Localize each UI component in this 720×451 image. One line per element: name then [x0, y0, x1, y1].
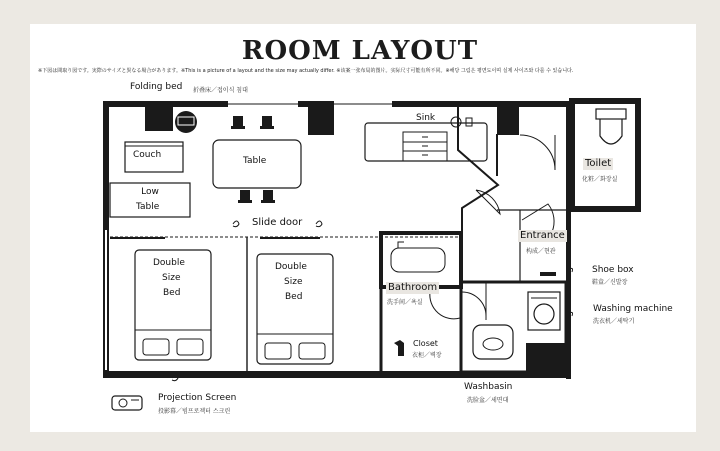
couch-label: Couch — [133, 150, 162, 160]
shirt-icon — [394, 340, 404, 356]
closet-label: Closet — [413, 339, 438, 348]
low-table-label-2: Table — [136, 202, 160, 212]
bed-left-line2: Size — [162, 273, 181, 283]
washing-machine-label: Washing machine — [593, 304, 673, 314]
sink-label: Sink — [416, 113, 436, 123]
corridor-wall — [458, 106, 498, 238]
closet-sub: 衣柜／벽장 — [412, 352, 442, 359]
exterior-walls — [103, 101, 572, 379]
table-label: Table — [243, 156, 267, 166]
shoe-icon — [540, 272, 556, 276]
toilet-room-walls — [572, 101, 638, 209]
low-table-label-1: Low — [141, 187, 159, 197]
pillar-center — [308, 101, 334, 135]
bed-left-line3: Bed — [163, 288, 181, 298]
pillar-right — [497, 101, 519, 135]
washbasin-label: Washbasin — [464, 382, 513, 392]
washbasin-sub: 洗脸盆／세면대 — [467, 397, 509, 404]
bed-right-line3: Bed — [285, 292, 303, 302]
slide-door-label: Slide door — [252, 217, 303, 228]
entrance-sub: 构成／현관 — [526, 248, 556, 255]
projection-screen-label: Projection Screen — [158, 393, 237, 403]
toilet-label: Toilet — [585, 158, 612, 169]
folding-bed-label: Folding bed — [130, 82, 183, 92]
shoe-box-sub: 鞋盒／신발장 — [592, 279, 628, 286]
bed-right-line2: Size — [284, 277, 303, 287]
projection-screen-sub: 投影幕／빔프로젝터 스크린 — [158, 408, 231, 415]
entrance-door-swing-1 — [476, 190, 500, 214]
bed-left-line1: Double — [153, 258, 185, 268]
toilet-sub: 化粧／화장실 — [582, 176, 618, 183]
page-title: ROOM LAYOUT — [241, 36, 479, 66]
folding-bed-sub: 折叠床／접이식 침대 — [193, 87, 248, 94]
entrance-label: Entrance — [520, 230, 565, 241]
projector-icon — [112, 396, 142, 410]
toilet-icon — [596, 109, 626, 119]
shoe-box-label: Shoe box — [592, 265, 634, 275]
bed-right-line1: Double — [275, 262, 307, 272]
bathroom-label: Bathroom — [388, 282, 438, 293]
disclaimer-note: ※下図は間取り図です。実際のサイズと異なる場合があります。※This is a picture of a layout and the size may actually differ. ※该案一张布局的图片。实际尺寸可能有所不同。※해당 그림은 평면도이며 실제 사이즈와 다를 수 있습니다. — [38, 68, 574, 74]
washbasin-icon — [473, 325, 513, 359]
washing-machine-sub: 洗衣机／세탁기 — [593, 318, 635, 325]
pillar-left — [145, 101, 173, 131]
bathroom-walls — [381, 233, 461, 287]
bathroom-sub: 洗手间／욕실 — [387, 299, 423, 306]
